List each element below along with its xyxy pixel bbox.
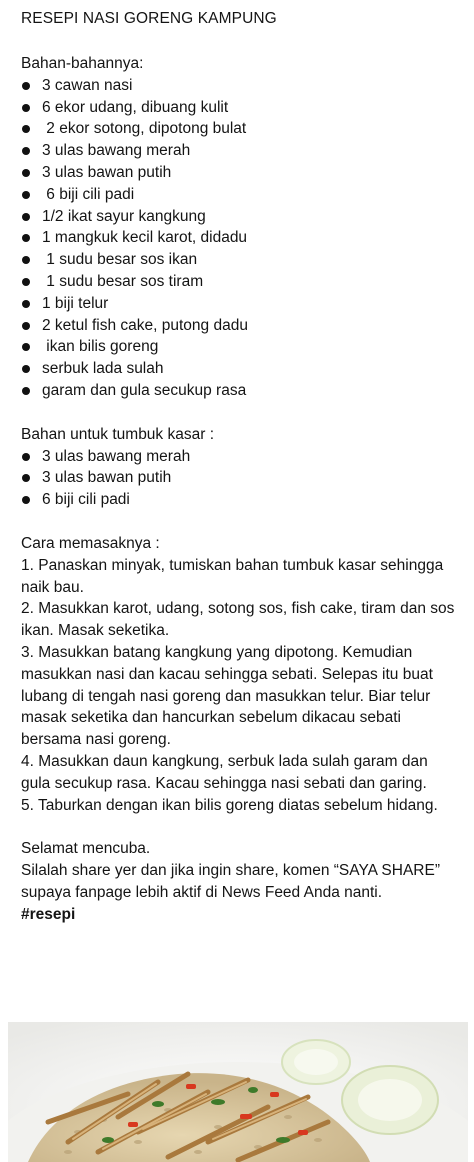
- list-item: 6 biji cili padi: [21, 489, 461, 511]
- pounded-ingredients-section: [21, 424, 461, 511]
- list-item: 3 ulas bawan putih: [21, 162, 461, 184]
- hashtag-link[interactable]: #resepi: [21, 905, 76, 923]
- recipe-post: [21, 9, 461, 925]
- recipe-title: RESEPI NASI GORENG KAMPUNG: [21, 10, 277, 27]
- method-step: 1. Panaskan minyak, tumiskan bahan tumbuk kasar sehingga naik bau.: [21, 556, 444, 596]
- method-step: 2. Masukkan karot, udang, sotong sos, fish cake, tiram dan sos ikan. Masak seketika.: [21, 600, 455, 640]
- fried-rice-photo: [8, 1022, 468, 1162]
- list-item: 3 ulas bawang merah: [21, 446, 461, 468]
- list-item: 3 ulas bawang merah: [21, 140, 461, 162]
- list-item: 1/2 ikat sayur kangkung: [21, 206, 461, 228]
- list-item: serbuk lada sulah: [21, 358, 461, 380]
- cucumber-slice-core: [358, 1079, 422, 1121]
- list-item: 2 ketul fish cake, putong dadu: [21, 315, 461, 337]
- list-item: 1 mangkuk kecil karot, didadu: [21, 227, 461, 249]
- list-item: 1 sudu besar sos ikan: [21, 249, 461, 271]
- fried-rice-photo-icon: [8, 1022, 468, 1162]
- cucumber-slice-core: [294, 1049, 338, 1075]
- closing-greeting: Selamat mencuba.: [21, 840, 151, 858]
- method-step: 4. Masukkan daun kangkung, serbuk lada sulah garam dan gula secukup rasa. Kacau sehingga nasi sebati dan garing.: [21, 752, 428, 792]
- list-item: 6 biji cili padi: [21, 184, 461, 206]
- list-item: 1 biji telur: [21, 293, 461, 315]
- method-section: [21, 533, 461, 816]
- list-item: garam dan gula secukup rasa: [21, 380, 461, 402]
- pounded-heading: Bahan untuk tumbuk kasar :: [21, 425, 215, 443]
- share-note: Silalah share yer dan jika ingin share, komen “SAYA SHARE” supaya fanpage lebih aktif di News Feed Anda nanti.: [21, 862, 440, 901]
- section-gap: [21, 816, 461, 838]
- section-gap: [21, 511, 461, 533]
- list-item: 6 ekor udang, dibuang kulit: [21, 97, 461, 119]
- ingredients-list: [21, 75, 461, 402]
- list-item: 1 sudu besar sos tiram: [21, 271, 461, 293]
- pounded-list: [21, 446, 461, 511]
- method-step: 5. Taburkan dengan ikan bilis goreng diatas sebelum hidang.: [21, 796, 438, 814]
- ingredients-heading: Bahan-bahannya:: [21, 55, 144, 72]
- closing-section: [21, 838, 461, 925]
- method-step: 3. Masukkan batang kangkung yang dipotong. Kemudian masukkan nasi dan kacau sehingga sebati. Selepas itu buat lubang di tengah nasi goreng dan masukkan telur. Biar telur masak seketika dan hancurkan sebelum dikacau sebati bersama nasi goreng.: [21, 643, 433, 749]
- section-gap: [21, 402, 461, 424]
- method-heading: Cara memasaknya :: [21, 534, 160, 552]
- list-item: 3 ulas bawan putih: [21, 467, 461, 489]
- list-item: 2 ekor sotong, dipotong bulat: [21, 118, 461, 140]
- list-item: 3 cawan nasi: [21, 75, 461, 97]
- list-item: ikan bilis goreng: [21, 336, 461, 358]
- ingredients-section: [21, 53, 461, 402]
